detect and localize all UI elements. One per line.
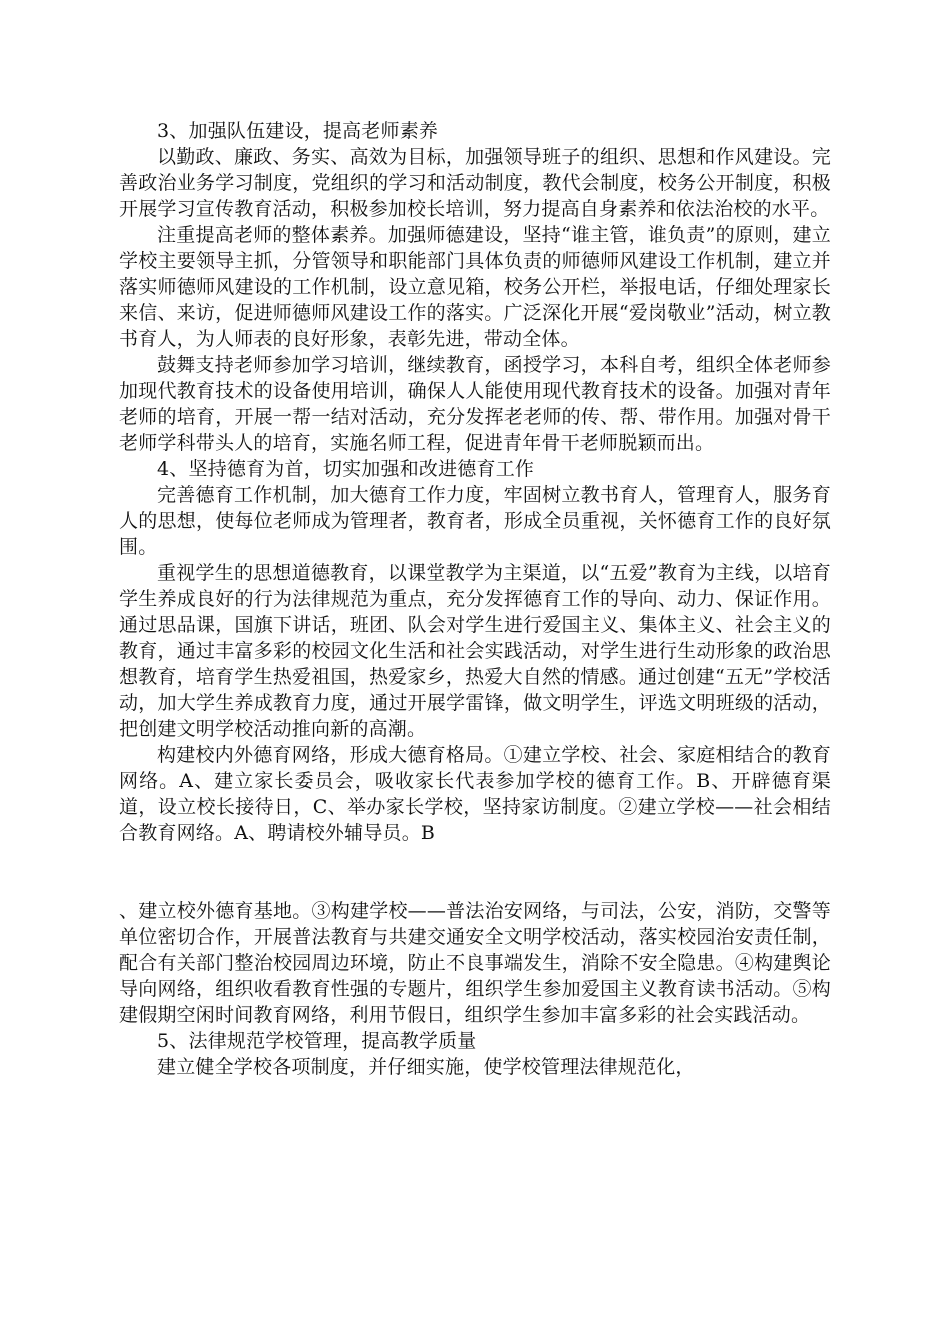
blank-gap (119, 846, 831, 898)
paragraph: 鼓舞支持老师参加学习培训，继续教育，函授学习，本科自考，组织全体老师参加现代教育技术的设备使用培训，确保人人能使用现代教育技术的设备。加强对青年老师的培育，开展一帮一结对活动，充分发挥老老师的传、帮、带作用。加强对骨干老师学科带头人的培育，实施名师工程，促进青年骨干老师脱颖而出。 (119, 354, 831, 454)
paragraph: 完善德育工作机制，加大德育工作力度，牢固树立教书育人，管理育人，服务育人的思想，使每位老师成为管理者，教育者，形成全员重视，关怀德育工作的良好氛围。 (119, 484, 831, 558)
paragraph: 以勤政、廉政、务实、高效为目标，加强领导班子的组织、思想和作风建设。完善政治业务学习制度，党组织的学习和活动制度，教代会制度，校务公开制度，积极开展学习宣传教育活动，积极参加校长培训，努力提高自身素养和依法治校的水平。 (119, 146, 831, 220)
paragraph: 建立健全学校各项制度，并仔细实施，使学校管理法律规范化， (157, 1056, 695, 1078)
document-body (119, 118, 831, 1080)
paragraph: 构建校内外德育网络，形成大德育格局。①建立学校、社会、家庭相结合的教育网络。A、建立家长委员会，吸收家长代表参加学校的德育工作。B、开辟德育渠道，设立校长接待日，C、举办家长学校，坚持家访制度。②建立学校——社会相结合教育网络。A、聘请校外辅导员。B (119, 744, 831, 844)
section-heading-4: 4、坚持德育为首，切实加强和改进德育工作 (157, 458, 535, 480)
section-heading-5: 5、法律规范学校管理，提高教学质量 (157, 1030, 477, 1052)
paragraph: 重视学生的思想道德教育，以课堂教学为主渠道，以“五爱”教育为主线，以培育学生养成良好的行为法律规范为重点，充分发挥德育工作的导向、动力、保证作用。通过思品课，国旗下讲话，班团、队会对学生进行爱国主义、集体主义、社会主义的教育，通过丰富多彩的校园文化生活和社会实践活动，对学生进行生动形象的政治思想教育，培育学生热爱祖国，热爱家乡，热爱大自然的情感。通过创建“五无”学校活动，加大学生养成教育力度，通过开展学雷锋，做文明学生，评选文明班级的活动，把创建文明学校活动推向新的高潮。 (119, 562, 831, 740)
paragraph-continuation: 、建立校外德育基地。③构建学校——普法治安网络，与司法，公安，消防，交警等单位密切合作，开展普法教育与共建交通安全文明学校活动，落实校园治安责任制，配合有关部门整治校园周边环境，防止不良事端发生，消除不安全隐患。④构建舆论导向网络，组织收看教育性强的专题片，组织学生参加爱国主义教育读书活动。⑤构建假期空闲时间教育网络，利用节假日，组织学生参加丰富多彩的社会实践活动。 (119, 900, 831, 1026)
paragraph: 注重提高老师的整体素养。加强师德建设，坚持“谁主管，谁负责”的原则，建立学校主要领导主抓，分管领导和职能部门具体负责的师德师风建设工作机制，建立并落实师德师风建设的工作机制，设立意见箱，校务公开栏，举报电话，仔细处理家长来信、来访，促进师德师风建设工作的落实。广泛深化开展“爱岗敬业”活动，树立教书育人，为人师表的良好形象，表彰先进，带动全体。 (119, 224, 831, 350)
section-heading-3: 3、加强队伍建设，提高老师素养 (157, 120, 439, 142)
